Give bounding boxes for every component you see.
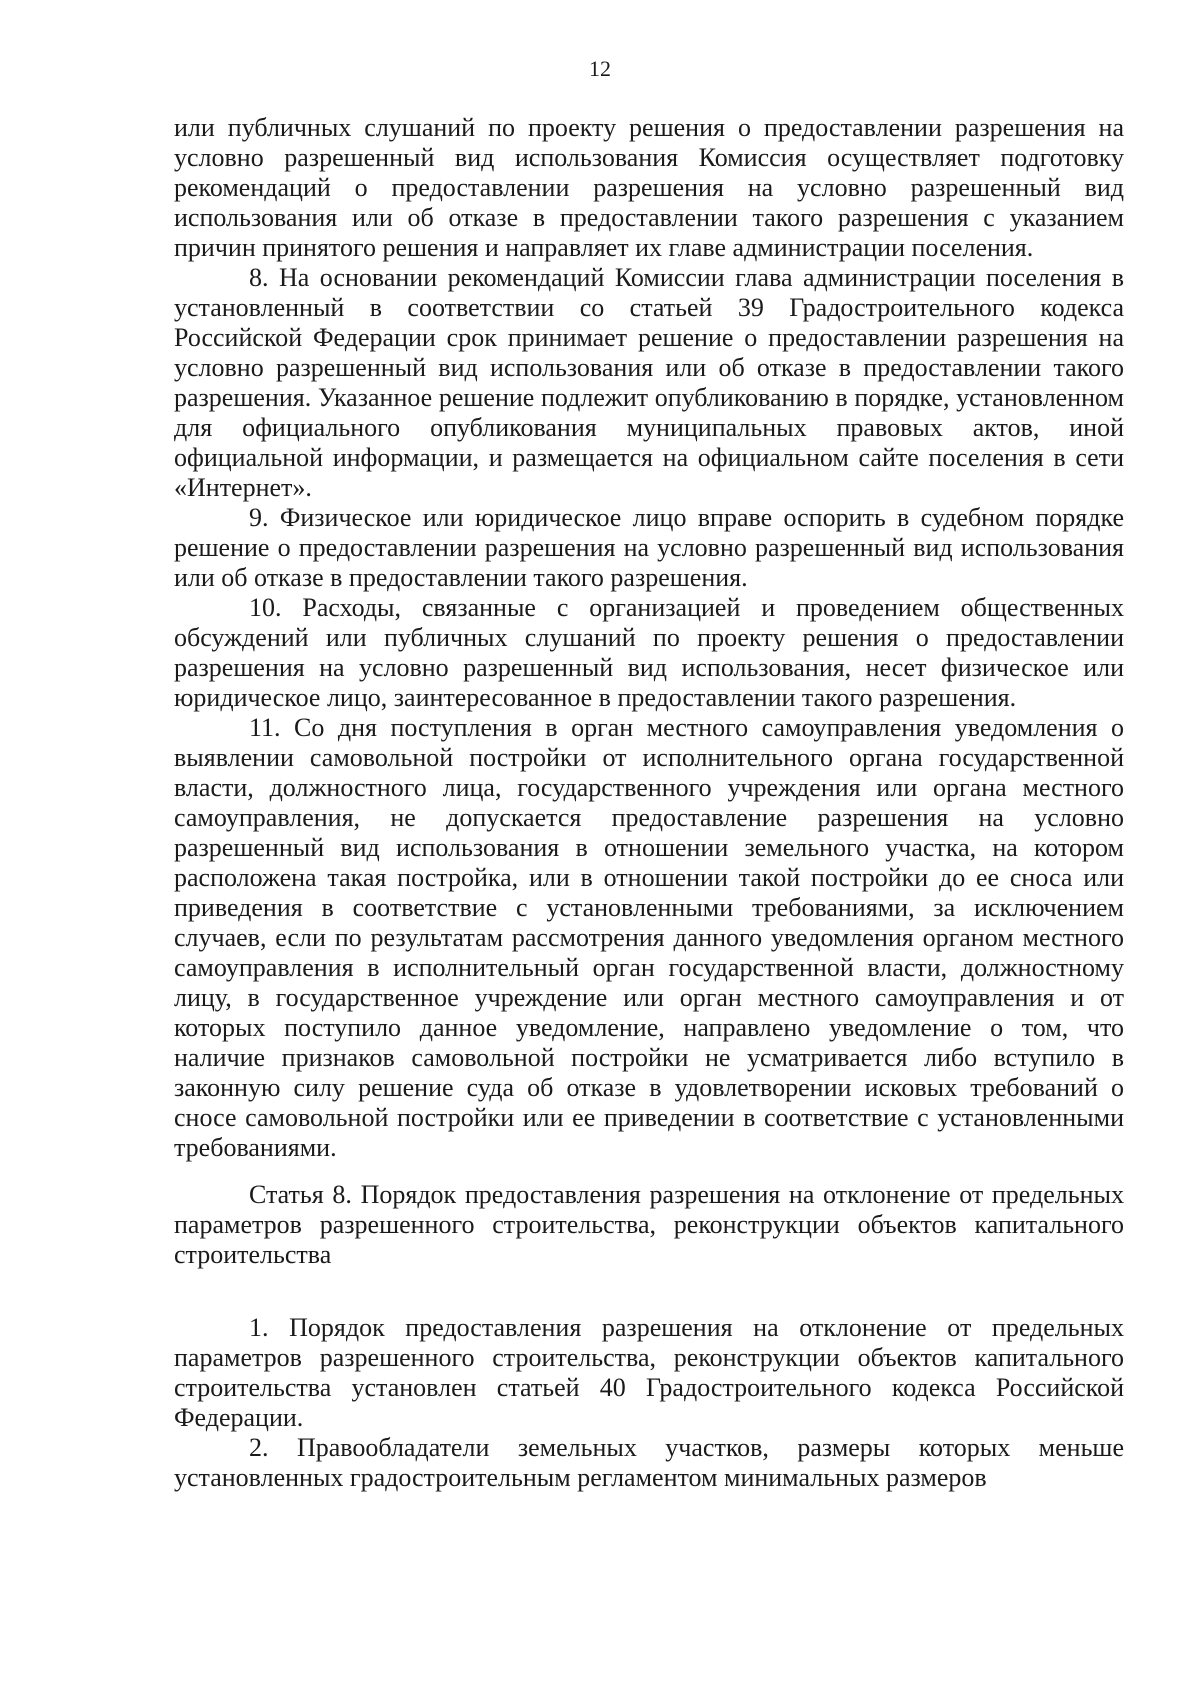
paragraph-item-11: 11. Со дня поступления в орган местного самоуправления уведомления о выявлении самовольной постройки от исполнительного органа государственной власти, должностного лица, государственного учреждения или органа местного самоуправления, не допускается предоставление разрешения на условно разрешенный вид использования в отношении земельного участка, на котором расположена такая постройка, или в отношении такой постройки до ее сноса или приведения в соответствие с установленными требованиями, за исключением случаев, если по результатам рассмотрения данного уведомления органом местного самоуправления в исполнительный орган государственной власти, должностному лицу, в государственное учреждение или орган местного самоуправления и от которых поступило данное уведомление, направлено уведомление о том, что наличие признаков самовольной постройки не усматривается либо вступило в законную силу решение суда об отказе в удовлетворении исковых требований о сносе самовольной постройки или ее приведении в соответствие с установленными требованиями. xyxy=(174,713,1124,1162)
article-8-heading: Статья 8. Порядок предоставления разрешения на отклонение от предельных параметров разрешенного строительства, реконструкции объектов капитального строительства xyxy=(174,1180,1124,1269)
paragraph-item-8: 8. На основании рекомендаций Комиссии глава администрации поселения в установленный в соответствии со статьей 39 Градостроительного кодекса Российской Федерации срок принимает решение о предоставлении разрешения на условно разрешенный вид использования или об отказе в предоставлении такого разрешения. Указанное решение подлежит опубликованию в порядке, установленном для официального опубликования муниципальных правовых актов, иной официальной информации, и размещается на официальном сайте поселения в сети «Интернет». xyxy=(174,263,1124,502)
document-body xyxy=(174,113,1124,1493)
paragraph-item-10: 10. Расходы, связанные с организацией и проведением общественных обсуждений или публичных слушаний по проекту решения о предоставлении разрешения на условно разрешенный вид использования, несет физическое или юридическое лицо, заинтересованное в предоставлении такого разрешения. xyxy=(174,593,1124,712)
paragraph-continuation: или публичных слушаний по проекту решения о предоставлении разрешения на условно разрешенный вид использования Комиссия осуществляет подготовку рекомендаций о предоставлении разрешения на условно разрешенный вид использования или об отказе в предоставлении такого разрешения с указанием причин принятого решения и направляет их главе администрации поселения. xyxy=(174,113,1124,262)
paragraph-item-9: 9. Физическое или юридическое лицо вправе оспорить в судебном порядке решение о предоставлении разрешения на условно разрешенный вид использования или об отказе в предоставлении такого разрешения. xyxy=(174,503,1124,592)
page-number: 12 xyxy=(589,56,611,81)
paragraph-item-1: 1. Порядок предоставления разрешения на отклонение от предельных параметров разрешенного строительства, реконструкции объектов капитального строительства установлен статьей 40 Градостроительного кодекса Российской Федерации. xyxy=(174,1313,1124,1432)
paragraph-item-2: 2. Правообладатели земельных участков, размеры которых меньше установленных градостроительным регламентом минимальных размеров xyxy=(174,1433,1124,1492)
